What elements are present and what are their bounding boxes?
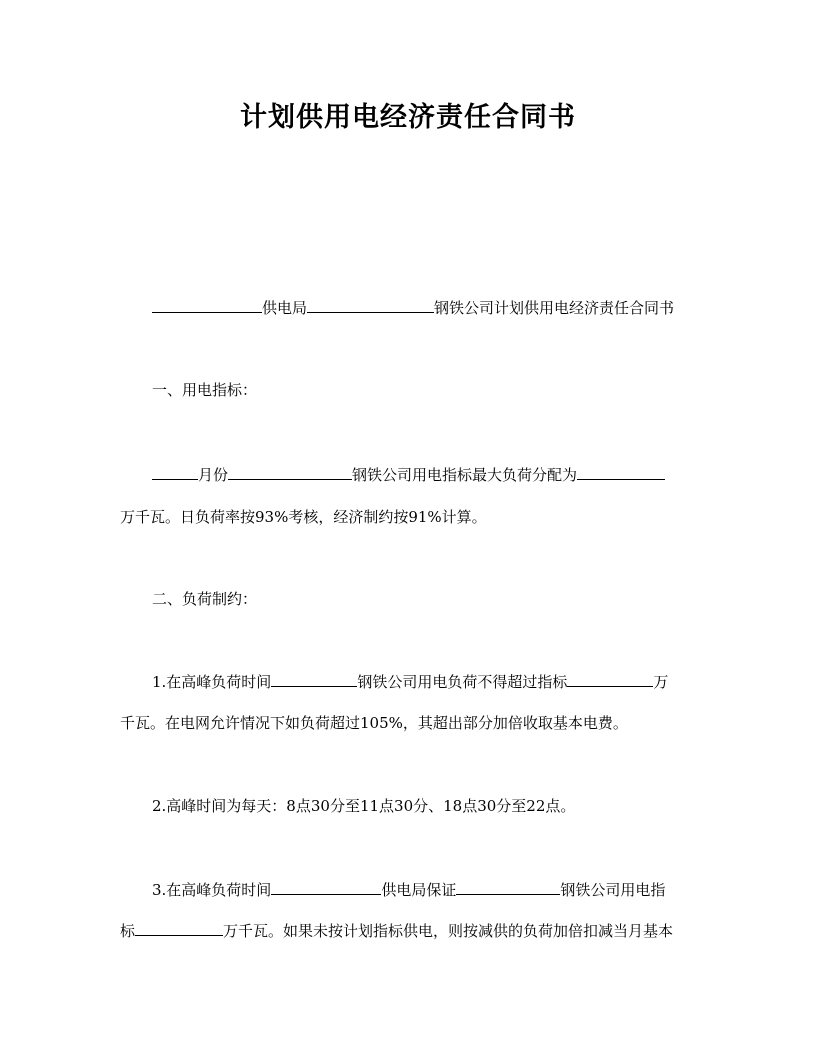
- document-title: 计划供用电经济责任合同书: [240, 102, 576, 133]
- blank-field: [152, 464, 198, 480]
- blank-field: [577, 464, 665, 480]
- item1-text-3: 万: [653, 673, 669, 691]
- item1-line2: 千瓦。在电网允许情况下如负荷超过105%，其超出部分加倍收取基本电费。: [120, 714, 628, 732]
- item3-line1: [152, 879, 665, 900]
- section2-heading: 二、负荷制约：: [152, 590, 258, 608]
- blank-field: [271, 671, 357, 687]
- section1-line1: [152, 464, 665, 485]
- item3-text-1: 3.在高峰负荷时间: [152, 881, 272, 899]
- item3-text-2: 供电局保证: [381, 881, 457, 899]
- item2-line: 2.高峰时间为每天：8点30分至11点30分、18点30分至22点。: [152, 797, 576, 815]
- section1-text-1: 月份: [198, 466, 229, 484]
- header-text-1: 供电局: [262, 299, 308, 317]
- blank-field: [567, 671, 653, 687]
- item3-text-5: 万千瓦。如果未按计划指标供电，则按减供的负荷加倍扣减当月基本: [223, 922, 674, 940]
- item3-text-3: 钢铁公司用电指: [560, 881, 666, 899]
- header-line: [152, 297, 674, 318]
- blank-field: [307, 297, 434, 313]
- blank-field: [135, 920, 223, 936]
- item1-text-2: 钢铁公司用电负荷不得超过指标: [357, 673, 568, 691]
- section1-line2: 万千瓦。日负荷率按93%考核，经济制约按91%计算。: [120, 508, 487, 526]
- header-text-2: 钢铁公司计划供用电经济责任合同书: [434, 299, 675, 317]
- blank-field: [271, 879, 381, 895]
- item3-text-4: 标: [120, 922, 136, 940]
- item1-line1: [152, 671, 668, 692]
- item1-text-1: 1.在高峰负荷时间: [152, 673, 272, 691]
- blank-field: [152, 297, 262, 313]
- item3-line2: [120, 920, 673, 941]
- section1-text-2: 钢铁公司用电指标最大负荷分配为: [352, 466, 578, 484]
- blank-field: [228, 464, 352, 480]
- blank-field: [456, 879, 560, 895]
- section1-heading: 一、用电指标：: [152, 381, 258, 399]
